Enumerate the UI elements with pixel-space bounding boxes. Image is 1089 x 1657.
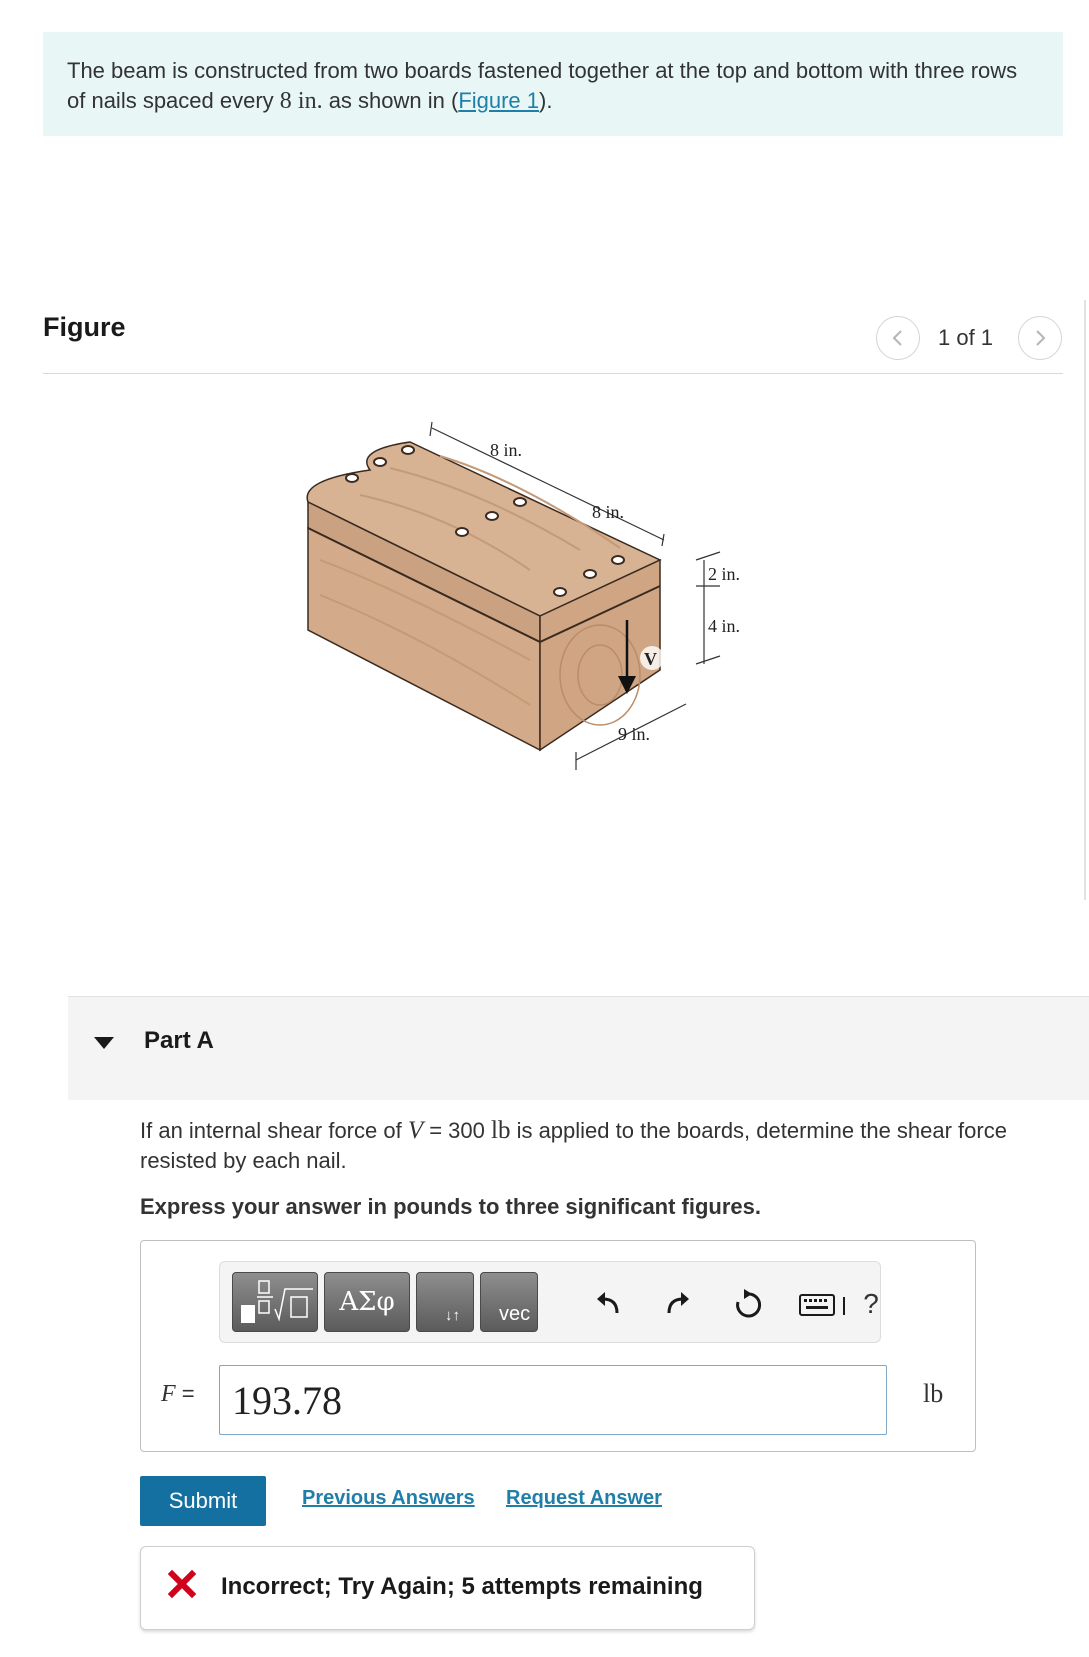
math-toolbar: [219, 1261, 881, 1343]
dim-label-top-board: 2 in.: [708, 564, 741, 584]
keyboard-icon[interactable]: [798, 1284, 854, 1324]
dim-label-spacing-2: 8 in.: [592, 502, 625, 522]
previous-answers-link[interactable]: Previous Answers: [302, 1487, 475, 1509]
answer-variable: F: [161, 1381, 176, 1407]
question-after: is applied to the boards, determine the shear force resisted by each nail.: [140, 1118, 1007, 1173]
help-icon[interactable]: ?: [863, 1288, 879, 1319]
collapse-triangle-icon[interactable]: [94, 1037, 114, 1049]
dim-label-spacing-1: 8 in.: [490, 440, 523, 460]
intro-text-before: The beam is constructed from two boards fastened together at the top and bottom with three rows of nails spaced every: [67, 58, 1018, 113]
templates-icon: [233, 1273, 318, 1332]
error-x-icon: [167, 1569, 197, 1599]
figure-counter: 1 of 1: [938, 325, 994, 350]
dim-label-bottom-board: 4 in.: [708, 616, 741, 636]
vector-label: vec: [499, 1303, 531, 1325]
unit-lb: lb: [491, 1117, 511, 1144]
answer-box: [140, 1240, 976, 1452]
arrows-icon: ↓↑: [445, 1307, 460, 1324]
question-before: If an internal shear force of: [140, 1118, 408, 1143]
dim-label-width: 9 in.: [618, 724, 651, 744]
vector-button[interactable]: [480, 1272, 538, 1332]
intro-text-after: ).: [539, 88, 553, 113]
problem-intro: [43, 32, 1063, 136]
redo-icon[interactable]: [658, 1284, 698, 1324]
submit-button[interactable]: Submit: [140, 1476, 266, 1526]
intro-spacing-value: 8: [279, 88, 292, 114]
greek-symbols-button[interactable]: ΑΣφ: [324, 1272, 410, 1332]
answer-variable-label: [161, 1381, 195, 1408]
shear-label: V: [644, 649, 657, 669]
figure-link[interactable]: Figure 1: [458, 88, 540, 113]
var-v: V: [407, 1117, 424, 1144]
answer-equals: =: [175, 1381, 195, 1406]
answer-input[interactable]: [219, 1365, 887, 1435]
beam-figure: [300, 420, 820, 840]
arrows-button[interactable]: [416, 1272, 474, 1332]
figure-heading: Figure: [43, 312, 126, 342]
figure-next-button[interactable]: [1018, 316, 1062, 360]
figure-prev-button[interactable]: [876, 316, 920, 360]
feedback-box: [140, 1546, 755, 1630]
figure-divider: [43, 373, 1063, 374]
feedback-text: Incorrect; Try Again; 5 attempts remaining: [221, 1573, 703, 1600]
figure-panel-edge: [1084, 300, 1086, 900]
chevron-right-icon: [1033, 329, 1047, 347]
question-equals: = 300: [423, 1118, 491, 1143]
answer-unit: lb: [923, 1379, 944, 1408]
undo-icon[interactable]: [588, 1284, 628, 1324]
part-a-header[interactable]: [68, 996, 1089, 1100]
intro-spacing-unit: in.: [297, 88, 323, 114]
reset-icon[interactable]: [728, 1284, 768, 1324]
answer-instruction: Express your answer in pounds to three significant figures.: [140, 1194, 762, 1219]
intro-text-middle: as shown in (: [322, 88, 459, 113]
request-answer-link[interactable]: Request Answer: [506, 1487, 662, 1509]
part-a-title[interactable]: Part A: [144, 1027, 214, 1054]
chevron-left-icon: [891, 329, 905, 347]
figure-navigation: [876, 316, 1066, 360]
templates-button[interactable]: [232, 1272, 318, 1332]
question-text: [140, 1116, 1089, 1176]
